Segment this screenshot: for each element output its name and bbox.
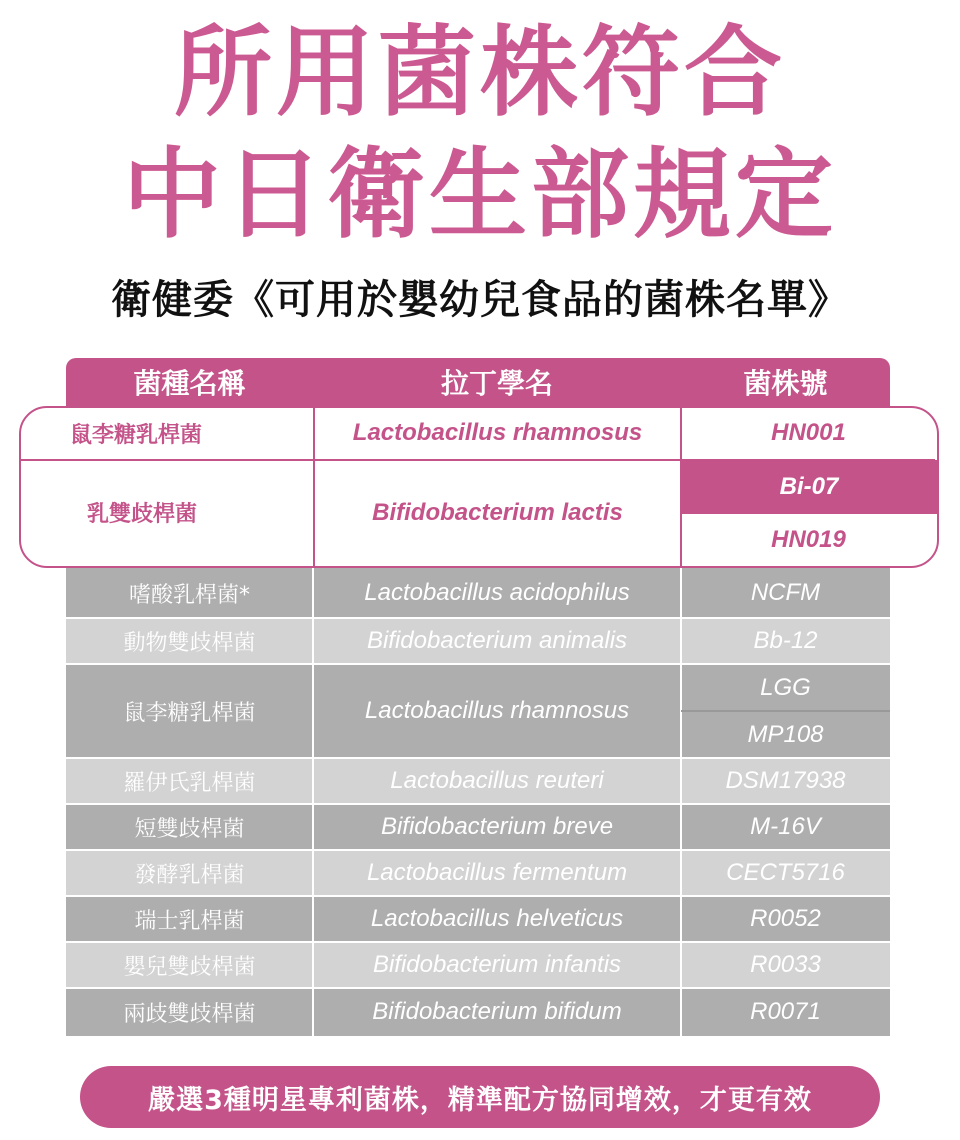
row-divider: [66, 941, 890, 943]
strain-cell: R0052: [681, 896, 890, 942]
table-row: 兩歧雙歧桿菌: [66, 988, 313, 1036]
strain-cell: LGG: [681, 664, 890, 711]
highlight-strain: HN019: [771, 526, 846, 553]
latin-cell: Lactobacillus rhamnosus: [313, 664, 681, 758]
title-line-2: 中日衛生部規定: [122, 138, 837, 252]
column-divider: [312, 568, 314, 1036]
highlight-name: 乳雙歧桿菌: [86, 502, 197, 527]
highlight-strain: HN001: [771, 419, 846, 446]
latin-cell: Bifidobacterium animalis: [313, 618, 681, 664]
highlight-latin: Lactobacillus rhamnosus: [352, 419, 643, 446]
strain-cell: Bb-12: [681, 618, 890, 664]
strain-cell: R0033: [681, 942, 890, 988]
row-divider: [66, 987, 890, 989]
table-row: 羅伊氏乳桿菌: [66, 758, 313, 804]
latin-cell: Lactobacillus fermentum: [313, 850, 681, 896]
row-divider: [681, 710, 890, 712]
table-row: 瑞士乳桿菌: [66, 896, 313, 942]
table-row: 短雙歧桿菌: [66, 804, 313, 850]
latin-cell: Lactobacillus reuteri: [313, 758, 681, 804]
column-divider: [680, 568, 682, 1036]
header-species: 菌種名稱: [133, 367, 246, 400]
latin-cell: Bifidobacterium bifidum: [313, 988, 681, 1036]
footer-banner: 嚴選3種明星專利菌株，精準配方協同增效，才更有效: [80, 1066, 880, 1128]
strain-cell: NCFM: [681, 568, 890, 618]
row-divider: [66, 757, 890, 759]
strain-cell: R0071: [681, 988, 890, 1036]
title-line-1: 所用菌株符合: [173, 16, 786, 130]
strain-cell: M-16V: [681, 804, 890, 850]
table-row: 發酵乳桿菌: [66, 850, 313, 896]
strain-badge-bi07: Bi-07: [681, 460, 937, 514]
row-divider: [66, 803, 890, 805]
table-row: 動物雙歧桿菌: [66, 618, 313, 664]
row-divider: [66, 663, 890, 665]
header-strain: 菌株號: [743, 367, 828, 400]
table-row: 鼠李糖乳桿菌: [66, 664, 313, 758]
strain-cell: DSM17938: [681, 758, 890, 804]
highlight-latin: Bifidobacterium lactis: [372, 498, 623, 526]
header-latin: 拉丁學名: [440, 367, 553, 400]
latin-cell: Bifidobacterium breve: [313, 804, 681, 850]
row-divider: [66, 849, 890, 851]
latin-cell: Lactobacillus helveticus: [313, 896, 681, 942]
strain-cell: MP108: [681, 711, 890, 758]
latin-cell: Lactobacillus acidophilus: [313, 568, 681, 618]
highlight-name: 鼠李糖乳桿菌: [70, 422, 203, 448]
subtitle: 衛健委《可用於嬰幼兒食品的菌株名單》: [111, 277, 849, 323]
strain-cell: CECT5716: [681, 850, 890, 896]
table-row: 嬰兒雙歧桿菌: [66, 942, 313, 988]
table-row: 嗜酸乳桿菌*: [66, 568, 313, 618]
row-divider: [66, 895, 890, 897]
row-divider: [66, 617, 890, 619]
latin-cell: Bifidobacterium infantis: [313, 942, 681, 988]
